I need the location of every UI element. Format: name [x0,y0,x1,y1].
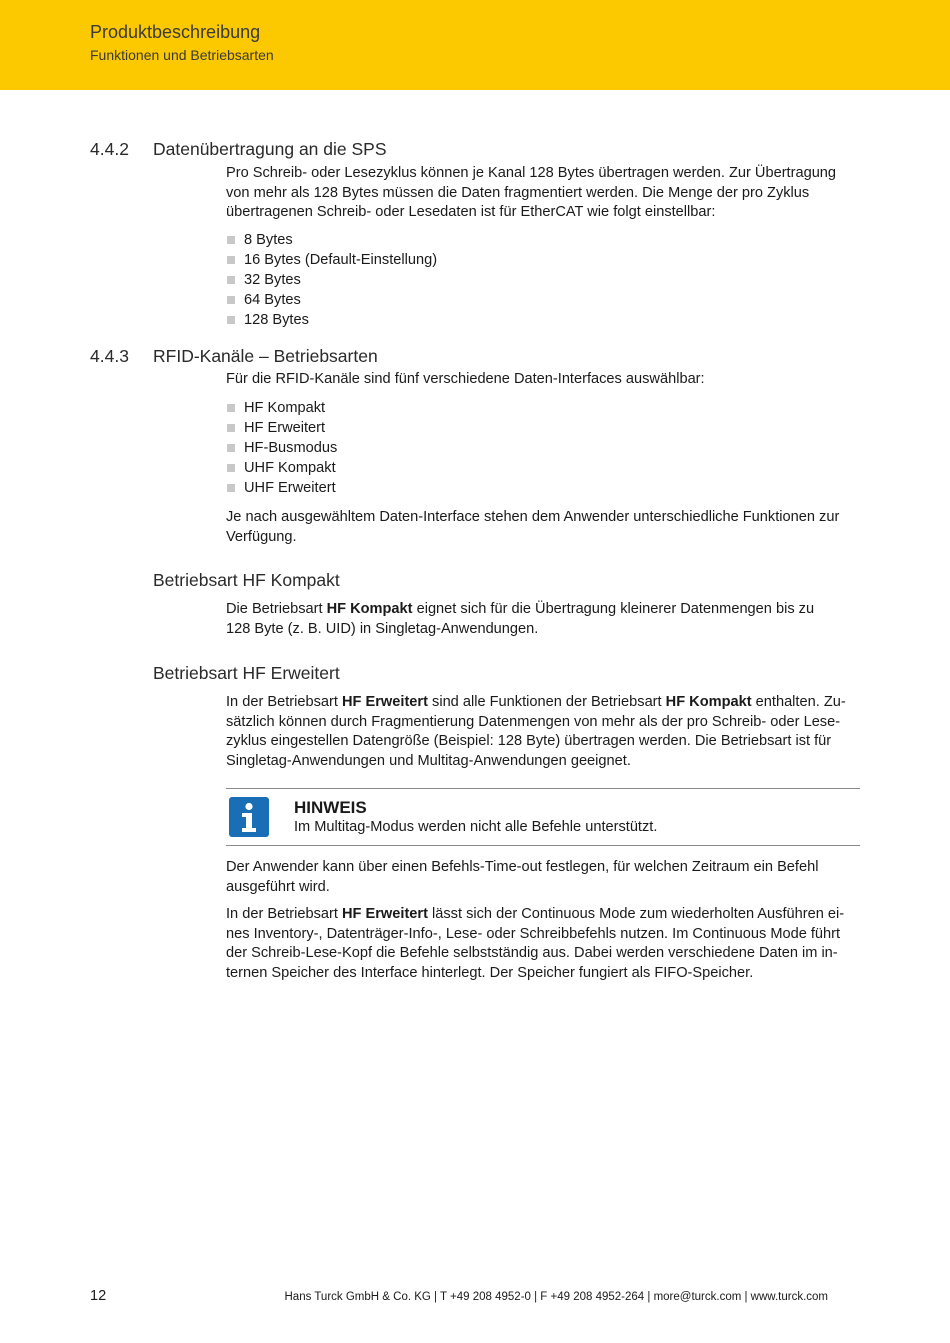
section-title: Datenübertragung an die SPS [153,139,387,159]
paragraph: Für die RFID-Kanäle sind fünf verschiedene Daten-Interfaces auswählbar: [226,371,705,387]
section-heading-4-4-3 [90,346,378,367]
subheading-hf-kompakt: Betriebsart HF Kompakt [153,570,340,590]
page-number: 12 [90,1288,107,1304]
square-bullet-icon [227,404,235,412]
text-line: von mehr als 128 Bytes müssen die Daten fragmentiert werden. Die Menge der pro Zyklus [226,184,810,201]
header-title: Produktbeschreibung [90,22,261,42]
paragraph: Je nach ausgewähltem Daten-Interface stehen dem Anwender unterschiedliche Funktionen zur Verfügung. [226,509,840,545]
list-item: 8 Bytes [226,230,437,250]
square-bullet-icon [227,444,235,452]
note-text: Im Multitag-Modus werden nicht alle Befehle unterstützt. [294,819,658,835]
square-bullet-icon [227,424,235,432]
list-item: UHF Kompakt [226,458,337,478]
list-item: 128 Bytes [226,310,437,330]
note-title: HINWEIS [294,798,367,817]
section-heading-4-4-2 [90,139,387,160]
text-line: übertragenen Schreib- oder Lesedaten ist für EtherCAT wie folgt einstellbar: [226,204,716,220]
section-number: 4.4.2 [90,139,129,159]
header-subtitle: Funktionen und Betriebsarten [90,47,274,63]
bullet-list-data-sizes [226,230,437,330]
square-bullet-icon [227,296,235,304]
list-item: HF Erweitert [226,418,337,438]
section-number: 4.4.3 [90,346,129,366]
footer-contact: Hans Turck GmbH & Co. KG | T +49 208 4952-0 | F +49 208 4952-264 | more@turck.com | www.turck.com [284,1291,828,1303]
paragraph: In der Betriebsart HF Erweitert sind alle Funktionen der Betriebsart HF Kompakt enthalten. Zu- sätzlich können durch Fragmentierung Datenmengen von mehr als der pro Schreib- oder Lese- zyklus eingestellen Datengröße (Beispiel: 128 Byte) übertragen werden. Die Betriebsart ist für Singletag-Anwendungen und Multitag-Anwendungen geeignet. [226,694,846,769]
paragraph: In der Betriebsart HF Erweitert lässt sich der Continuous Mode zum wiederholten Ausführen ei- nes Inventory-, Datenträger-Info-, Lese- oder Schreibbefehls nutzen. Im Continuous Mode führt der Schreib-Lese-Kopf die Befehle selbstständig aus. Dabei werden verschiedene Daten im in- ternen Speicher des Interface hinterlegt. Der Speicher fungiert als FIFO-Speicher. [226,906,845,981]
bullet-list-interfaces [226,398,337,498]
note-box [226,788,860,846]
square-bullet-icon [227,276,235,284]
list-item: 64 Bytes [226,290,437,310]
text-line: Pro Schreib- oder Lesezyklus können je Kanal 128 Bytes übertragen werden. Zur Übertragung [226,165,837,181]
square-bullet-icon [227,256,235,264]
paragraph [226,164,866,223]
list-item: HF-Busmodus [226,438,337,458]
header-band [0,0,950,90]
list-item: UHF Erweitert [226,478,337,498]
list-item: HF Kompakt [226,398,337,418]
info-icon [229,797,269,837]
square-bullet-icon [227,316,235,324]
square-bullet-icon [227,464,235,472]
paragraph: Der Anwender kann über einen Befehls-Time-out festlegen, für welchen Zeitraum ein Befehl ausgeführt wird. [226,859,819,895]
paragraph: Die Betriebsart HF Kompakt eignet sich für die Übertragung kleinerer Datenmengen bis zu 128 Byte (z. B. UID) in Singletag-Anwendungen. [226,601,815,637]
list-item: 16 Bytes (Default-Einstellung) [226,250,437,270]
subheading-hf-erweitert: Betriebsart HF Erweitert [153,663,340,683]
square-bullet-icon [227,236,235,244]
section-title: RFID-Kanäle – Betriebsarten [153,346,378,366]
list-item: 32 Bytes [226,270,437,290]
square-bullet-icon [227,484,235,492]
